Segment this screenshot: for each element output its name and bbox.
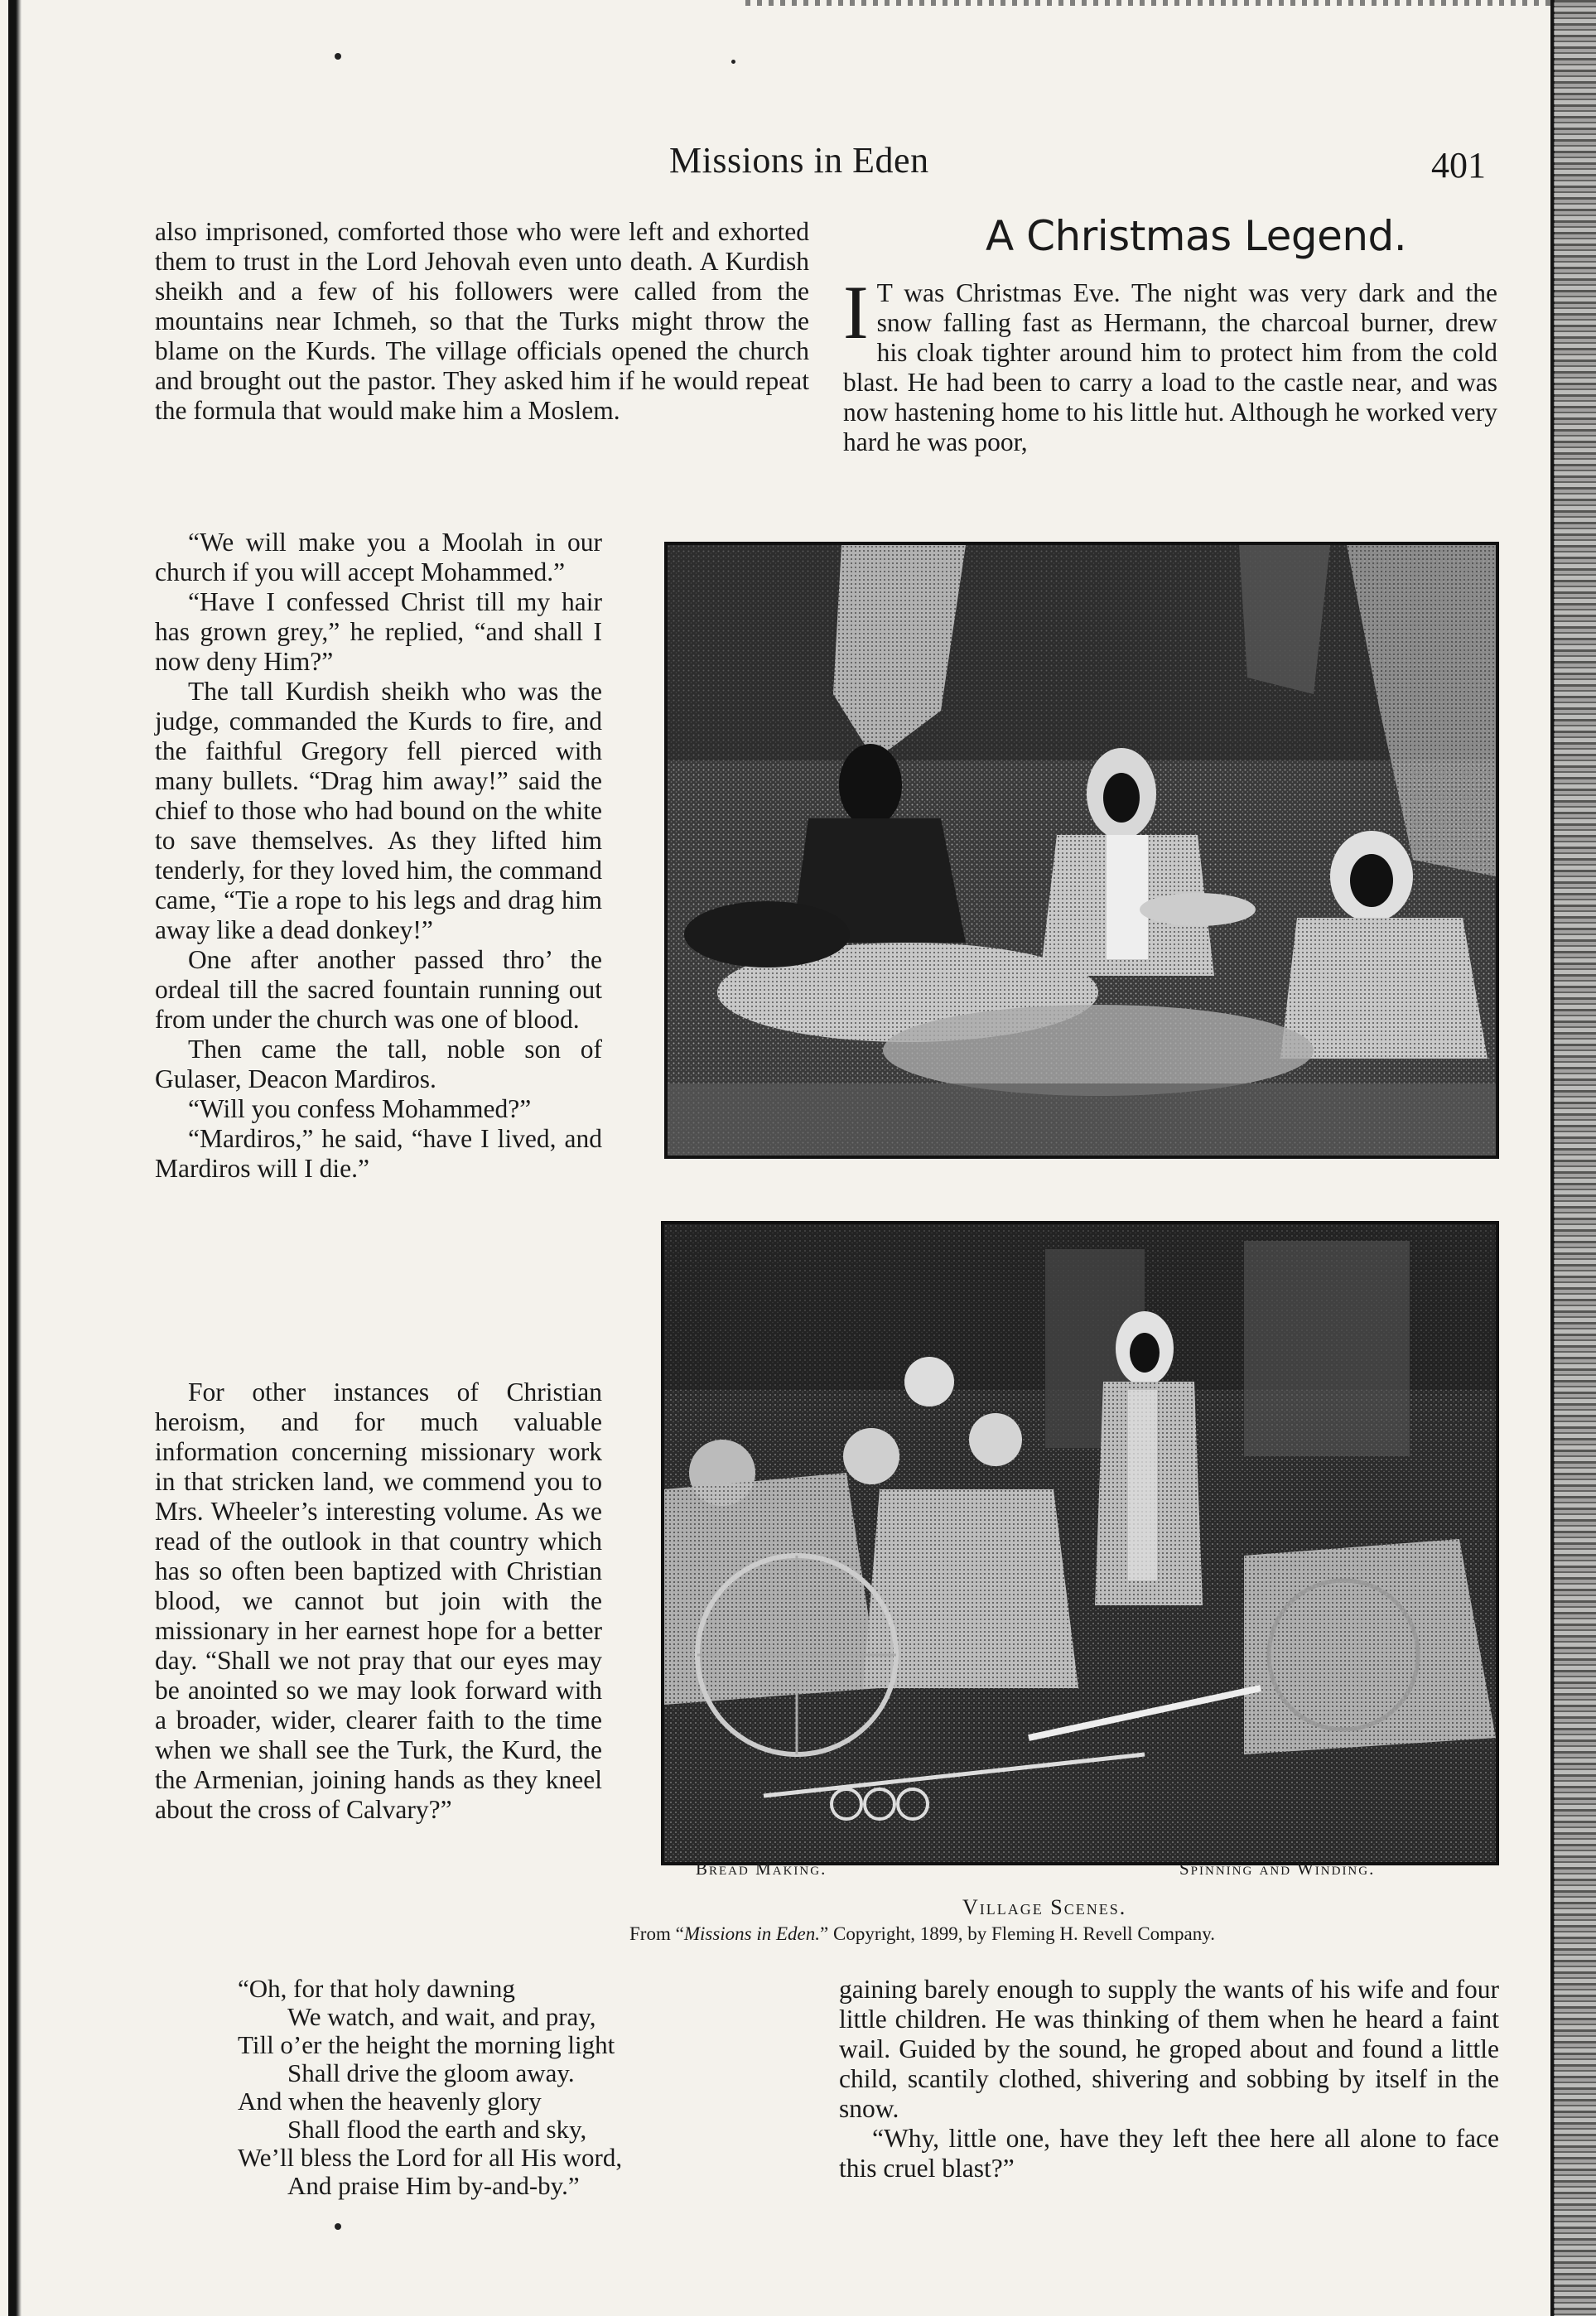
credit-prefix: From “ xyxy=(629,1923,684,1944)
bread-making-illustration xyxy=(668,545,1496,1156)
left-column-narrow xyxy=(155,528,602,1184)
caption-bread-making: Bread Making. xyxy=(696,1859,827,1879)
poem-line: Shall flood the earth and sky, xyxy=(287,2115,587,2144)
spinning-winding-photo xyxy=(661,1221,1499,1865)
credit-book-title: Missions in Eden. xyxy=(683,1923,821,1944)
drop-cap: I xyxy=(843,270,869,355)
story-continuation xyxy=(839,1975,1499,2183)
running-head: Missions in Eden xyxy=(669,140,929,181)
scan-edge-right xyxy=(1554,0,1596,2316)
paragraph: The tall Kurdish sheikh who was the judge, commanded the Kurds to fire, and the faithful Gregory fell pierced with many bullets. “Drag him away!” said the chief to those who had bound on the white to save themselves. As they lifted him tenderly, for they loved him, the command came, “Tie a rope to his legs and drag him away like a dead donkey!” xyxy=(155,677,602,944)
paragraph: For other instances of Christian heroism, and for much valuable information concerning missionary work in that stricken land, we commend you to Mrs. Wheeler’s interesting volume. As we read of the outlook in that country which has so often been baptized with Christian blood, we cannot but join with the missionary in her earnest hope for a better day. “Shall we not pray that our eyes may be anointed so we may look forward with a broader, wider, clearer faith to the time when we shall see the Turk, the Kurd, the the Armenian, joining hands as they kneel about the cross of Calvary?” xyxy=(155,1378,602,1824)
poem-line: “Oh, for that holy dawning xyxy=(238,1974,515,2003)
photo-credit xyxy=(629,1923,1215,1945)
paragraph: “Why, little one, have they left thee here all alone to face this cruel blast?” xyxy=(839,2124,1499,2183)
scan-speck xyxy=(731,60,735,64)
poem-line: And praise Him by-and-by.” xyxy=(287,2171,580,2200)
credit-suffix: ” Copyright, 1899, by Fleming H. Revell Company. xyxy=(820,1923,1216,1944)
scan-edge-left xyxy=(8,0,22,2316)
scan-edge-top xyxy=(745,0,1554,6)
poem-line: Till o’er the height the morning light xyxy=(238,2030,615,2059)
paragraph: “We will make you a Moolah in our church if you will accept Mohammed.” xyxy=(155,528,602,586)
scan-speck xyxy=(335,53,341,60)
story-title: A Christmas Legend. xyxy=(986,212,1407,260)
left-column-closing xyxy=(155,1378,602,1825)
poem-line: Shall drive the gloom away. xyxy=(287,2058,575,2087)
scan-speck xyxy=(335,2223,341,2230)
paragraph: also imprisoned, comforted those who were left and exhorted them to trust in the Lord Jehovah even unto death. A Kurdish sheikh and a few of his followers were called from the mountains near Ichmeh, so that the Turks might throw the blame on the Kurds. The village officials opened the church and brought out the pastor. They asked him if he would repeat the formula that would make him a Moslem. xyxy=(155,217,809,425)
paragraph: “Mardiros,” he said, “have I lived, and Mardiros will I die.” xyxy=(155,1124,602,1183)
caption-village-scenes: Village Scenes. xyxy=(962,1895,1127,1919)
page-number: 401 xyxy=(1431,145,1486,186)
bread-making-photo xyxy=(664,542,1499,1159)
left-column-intro xyxy=(155,217,809,426)
poem-line: We’ll bless the Lord for all His word, xyxy=(238,2143,623,2172)
story-opening xyxy=(843,270,1497,457)
spinning-winding-illustration xyxy=(664,1224,1496,1862)
caption-spinning-winding: Spinning and Winding. xyxy=(1179,1859,1376,1879)
poem-line: We watch, and wait, and pray, xyxy=(287,2002,596,2031)
paragraph: “Will you confess Mohammed?” xyxy=(188,1094,532,1123)
poem xyxy=(238,1975,768,2200)
paragraph: Then came the tall, noble son of Gulaser, Deacon Mardiros. xyxy=(155,1035,602,1093)
paragraph: “Have I confessed Christ till my hair has grown grey,” he replied, “and shall I now deny Him?” xyxy=(155,587,602,676)
paragraph: gaining barely enough to supply the wants of his wife and four little children. He was thinking of them when he heard a faint wail. Guided by the sound, he groped about and found a little child, scantily clothed, shivering and sobbing by itself in the snow. xyxy=(839,1975,1499,2123)
paragraph xyxy=(843,270,1497,457)
story-opening-text: T was Christmas Eve. The night was very dark and the snow falling fast as Hermann, the charcoal burner, drew his cloak tighter around him to protect him from the cold blast. He had been to carry a load to the castle near, and was now hastening home to his little hut. Although he worked very hard he was poor, xyxy=(843,278,1497,456)
paragraph: One after another passed thro’ the ordeal till the sacred fountain running out from under the church was one of blood. xyxy=(155,945,602,1034)
poem-line: And when the heavenly glory xyxy=(238,2087,542,2116)
